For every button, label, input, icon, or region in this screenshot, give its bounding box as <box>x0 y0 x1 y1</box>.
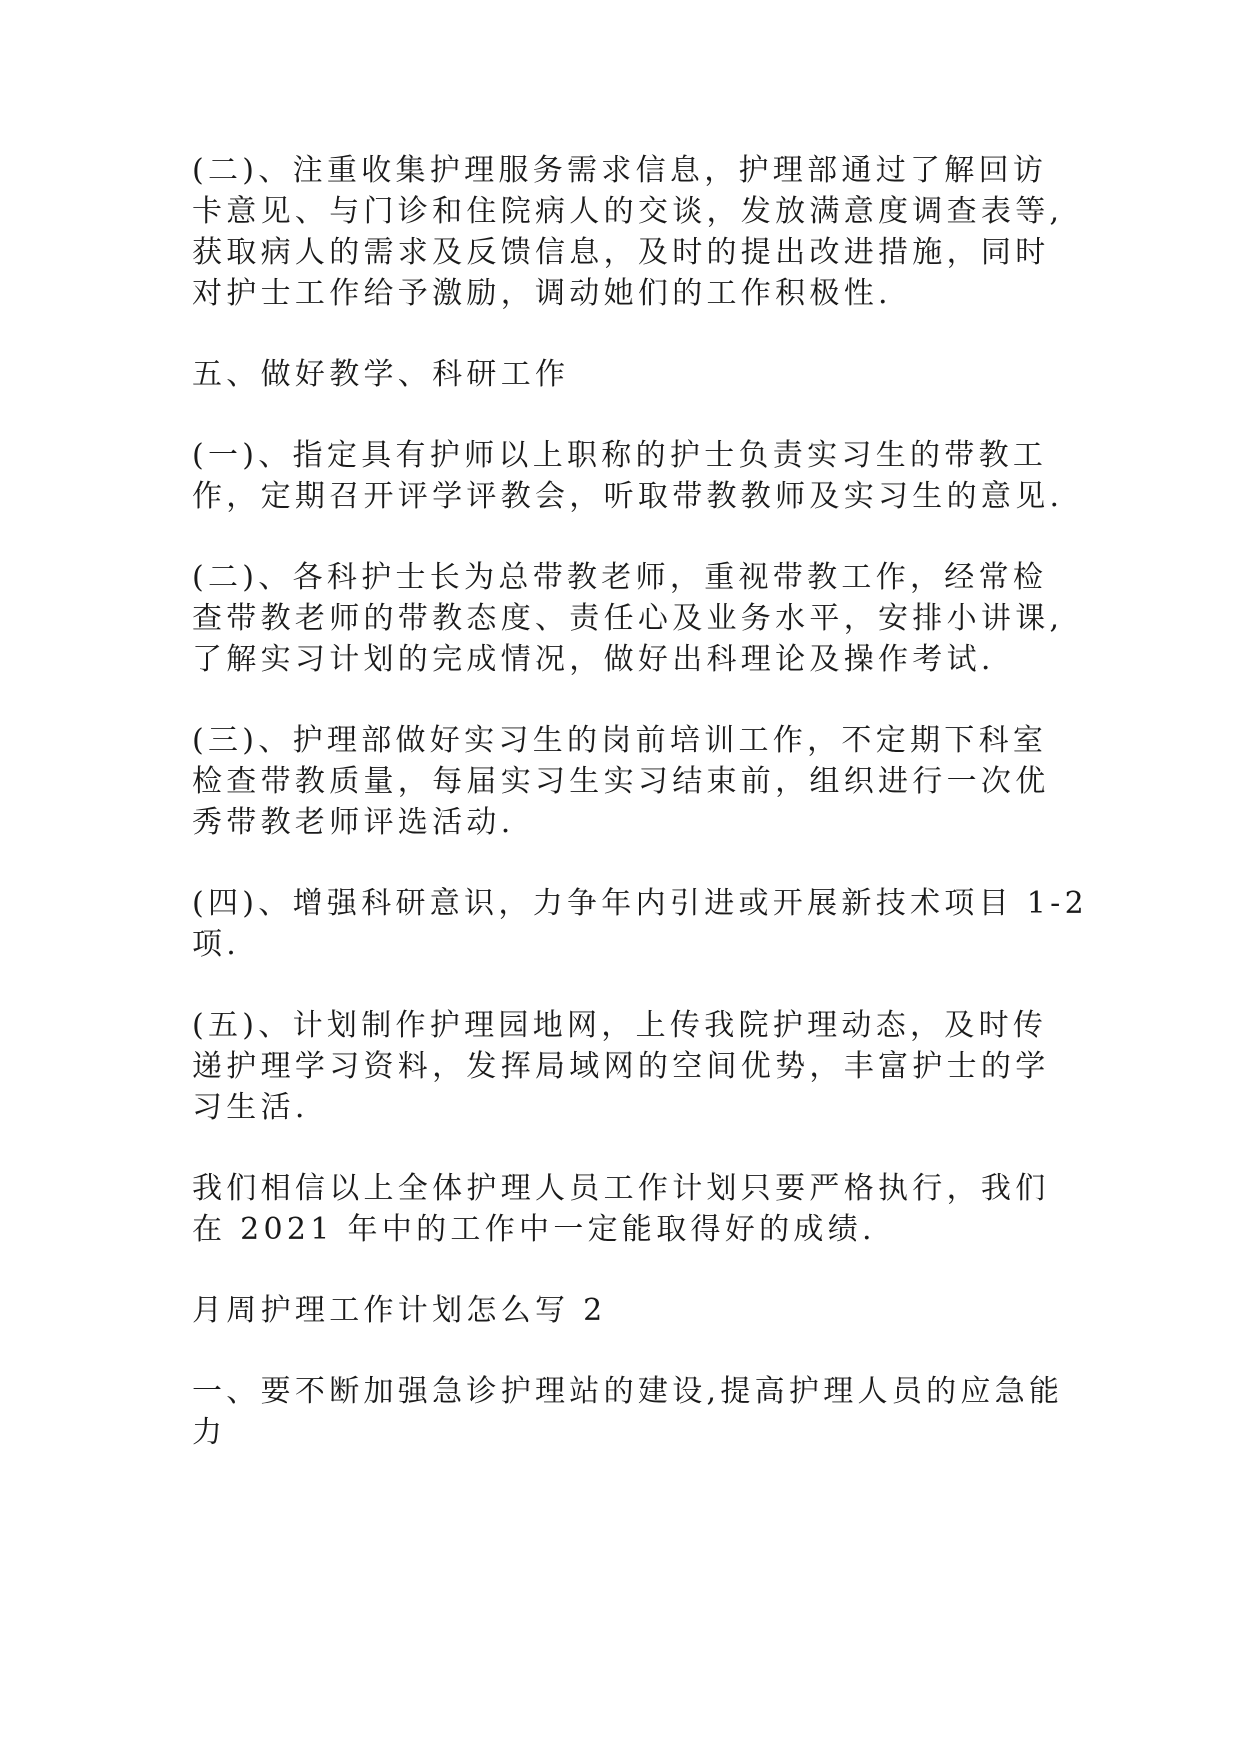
text-line: 对护士工作给予激励，调动她们的工作积极性. <box>192 276 892 311</box>
text-line: 力 <box>192 1415 227 1450</box>
text-line: 项. <box>192 927 241 962</box>
text-line: 我们相信以上全体护理人员工作计划只要严格执行，我们 <box>192 1171 1050 1206</box>
text-line: 查带教老师的带教态度、责任心及业务水平，安排小讲课, <box>192 601 1064 636</box>
text-line: (一)、指定具有护师以上职称的护士负责实习生的带教工 <box>192 438 1048 473</box>
text-line: (三)、护理部做好实习生的岗前培训工作，不定期下科室 <box>192 723 1048 758</box>
text-line: 递护理学习资料，发挥局域网的空间优势，丰富护士的学 <box>192 1049 1050 1084</box>
text-line: 获取病人的需求及反馈信息，及时的提出改进措施，同时 <box>192 235 1050 270</box>
text-line: 一、要不断加强急诊护理站的建设,提高护理人员的应急能 <box>192 1374 1064 1409</box>
paragraph-3 <box>192 435 1072 517</box>
paragraph-1 <box>192 150 1072 314</box>
text-line: (四)、增强科研意识，力争年内引进或开展新技术项目 1-2 <box>192 886 1088 921</box>
text-line: 月周护理工作计划怎么写 2 <box>192 1293 607 1328</box>
text-line: (五)、计划制作护理园地网，上传我院护理动态，及时传 <box>192 1008 1048 1043</box>
text-line: 检查带教质量，每届实习生实习结束前，组织进行一次优 <box>192 764 1050 799</box>
section-title <box>192 1290 1072 1331</box>
text-line: 在 2021 年中的工作中一定能取得好的成绩. <box>192 1212 876 1247</box>
paragraph-6 <box>192 883 1088 965</box>
section-heading <box>192 354 1072 395</box>
paragraph-5 <box>192 720 1072 843</box>
text-line: 卡意见、与门诊和住院病人的交谈，发放满意度调查表等, <box>192 194 1064 229</box>
text-line: 秀带教老师评选活动. <box>192 805 515 840</box>
text-line: 五、做好教学、科研工作 <box>192 357 570 392</box>
paragraph-7 <box>192 1005 1072 1128</box>
paragraph-10 <box>192 1371 1072 1453</box>
text-line: 了解实习计划的完成情况，做好出科理论及操作考试. <box>192 642 995 677</box>
document-body <box>192 150 1088 1493</box>
text-line: (二)、各科护士长为总带教老师，重视带教工作，经常检 <box>192 560 1048 595</box>
text-line: 作，定期召开评学评教会，听取带教教师及实习生的意见. <box>192 479 1064 514</box>
paragraph-8 <box>192 1168 1072 1250</box>
paragraph-4 <box>192 557 1072 680</box>
text-line: 习生活. <box>192 1090 309 1125</box>
text-line: (二)、注重收集护理服务需求信息，护理部通过了解回访 <box>192 153 1048 188</box>
